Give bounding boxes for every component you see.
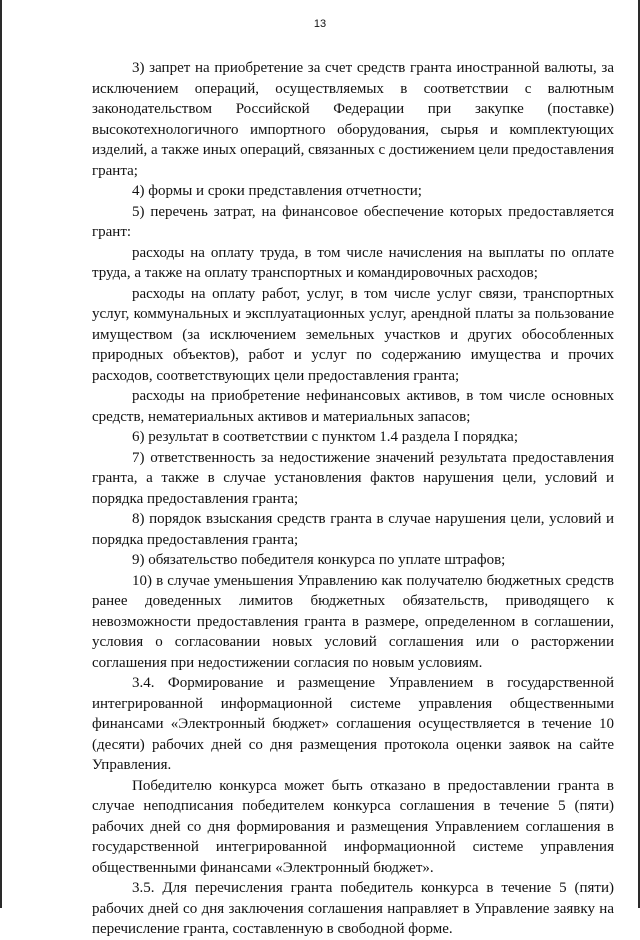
paragraph-item-9-fines: 9) обязательство победителя конкурса по уплате штрафов;: [132, 552, 506, 568]
paragraph-section-3-5: 3.5. Для перечисления гранта победитель конкурса в течение 5 (пяти) рабочих дней со дня заключения соглашения направляет в Управление заявку на перечисление гранта, составленную в свободной форме.: [92, 880, 614, 937]
paragraph-services-costs: расходы на оплату работ, услуг, в том числе услуг связи, транспортных услуг, коммунальных и эксплуатационных услуг, арендной платы за пользование имуществом (за исключением земельных участков и других обособленных природных объектов), работ и услуг по содержанию имущества и прочих расходов, соответствующих цели предоставления гранта;: [92, 285, 614, 384]
paragraph-item-3-currency-ban: 3) запрет на приобретение за счет средств гранта иностранной валюты, за исключением операций, осуществляемых в соответствии с валютным законодательством Российской Федерации при закупке (поставке) высокотехнологичного импортного оборудования, сырья и комплектующих изделий, а также иных операций, связанных с достижением цели предоставления гранта;: [92, 60, 614, 179]
paragraph-item-6-result: 6) результат в соответствии с пунктом 1.4 раздела I порядка;: [132, 429, 518, 445]
document-body: [92, 58, 614, 940]
paragraph-item-5-cost-list: 5) перечень затрат, на финансовое обеспечение которых предоставляется грант:: [92, 203, 614, 240]
page-number: 13: [313, 18, 327, 30]
paragraph-item-8-recovery: 8) порядок взыскания средств гранта в случае нарушения цели, условий и порядка предоставления гранта;: [92, 511, 614, 548]
paragraph-assets-costs: расходы на приобретение нефинансовых активов, в том числе основных средств, нематериальных активов и материальных запасов;: [92, 388, 614, 425]
paragraph-refusal: Победителю конкурса может быть отказано в предоставлении гранта в случае неподписания победителем конкурса соглашения в течение 5 (пяти) рабочих дней со дня формирования и размещения Управлением соглашения в государственной интегрированной информационной системе управления общественными финансами «Электронный бюджет».: [92, 777, 614, 876]
scan-edge-left: [0, 0, 2, 908]
paragraph-item-10-limits: 10) в случае уменьшения Управлению как получателю бюджетных средств ранее доведенных лимитов бюджетных обязательств, приводящего к невозможности предоставления гранта в размере, определенном в соглашении, условия о согласовании новых условий соглашения или о расторжении соглашения при недостижении согласия по новым условиям.: [92, 572, 614, 671]
paragraph-item-4-reporting: 4) формы и сроки представления отчетности;: [132, 183, 422, 199]
paragraph-item-7-responsibility: 7) ответственность за недостижение значений результата предоставления гранта, а также в случае установления фактов нарушения цели, условий и порядка предоставления гранта;: [92, 449, 614, 507]
paragraph-section-3-4: 3.4. Формирование и размещение Управлением в государственной интегрированной информационной системе управления общественными финансами «Электронный бюджет» соглашения осуществляется в течение 10 (десяти) рабочих дней со дня размещения протокола оценки заявок на сайте Управления.: [92, 675, 614, 773]
paragraph-labor-costs: расходы на оплату труда, в том числе начисления на выплаты по оплате труда, а также на оплату транспортных и командировочных расходов;: [92, 244, 614, 281]
